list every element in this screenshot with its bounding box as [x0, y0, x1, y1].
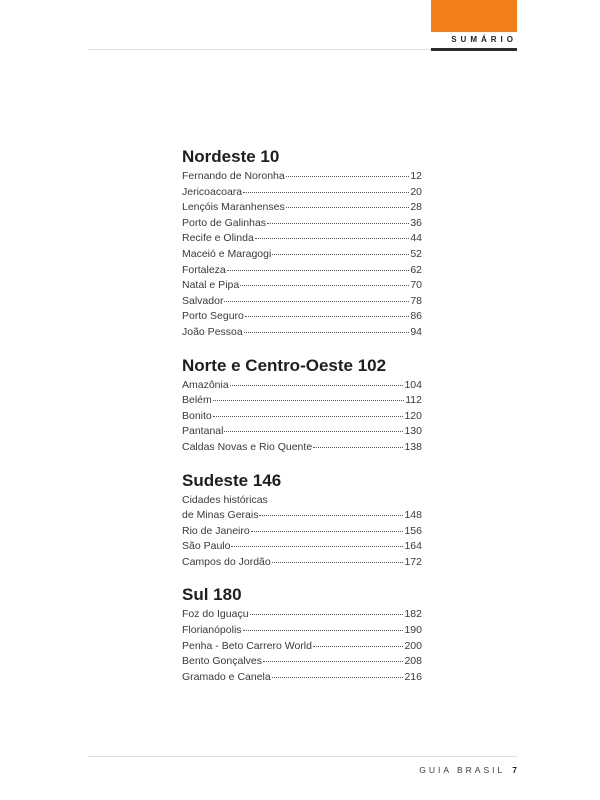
top-divider-accent — [431, 48, 517, 51]
page-footer — [300, 765, 517, 775]
entry-name: Pantanal — [182, 425, 224, 438]
entry-name: Fortaleza — [182, 263, 226, 276]
dot-leader — [213, 416, 404, 417]
entry-name: Gramado e Canela — [182, 670, 271, 683]
entry-page: 120 — [404, 409, 422, 422]
page-number: 7 — [512, 765, 517, 775]
dot-leader — [286, 207, 410, 208]
toc-entry[interactable] — [182, 393, 422, 409]
entry-page: 28 — [410, 201, 422, 214]
entry-name: de Minas Gerais — [182, 509, 259, 522]
toc-entry[interactable] — [182, 524, 422, 540]
entry-page: 44 — [410, 232, 422, 245]
entry-name: Caldas Novas e Rio Quente — [182, 440, 313, 453]
entry-name: Fernando de Noronha — [182, 170, 285, 182]
entry-name: Salvador — [182, 294, 224, 307]
entry-name: Recife e Olinda — [182, 232, 254, 245]
dot-leader — [213, 400, 404, 401]
dot-leader — [227, 270, 410, 271]
entry-page: 52 — [410, 247, 422, 260]
toc-entry[interactable] — [182, 325, 422, 341]
toc-entry[interactable] — [182, 424, 422, 440]
entry-name: Florianópolis — [182, 624, 242, 637]
entry-page: 20 — [410, 185, 422, 198]
entry-name: João Pessoa — [182, 325, 243, 338]
toc-entry[interactable] — [182, 294, 422, 310]
toc-entry[interactable] — [182, 409, 422, 425]
entry-page: 156 — [404, 524, 422, 537]
toc-entry[interactable] — [182, 555, 422, 571]
entry-name: Lençóis Maranhenses — [182, 201, 285, 214]
toc-section-nordeste — [182, 146, 422, 341]
dot-leader — [243, 192, 409, 193]
entry-name: Jericoacoara — [182, 185, 243, 198]
entry-page: 94 — [410, 325, 422, 338]
entry-name: São Paulo — [182, 540, 231, 553]
toc-entry[interactable] — [182, 623, 422, 639]
entry-name: Maceió e Maragogi — [182, 247, 272, 260]
toc-entry[interactable] — [182, 278, 422, 294]
bottom-divider — [88, 756, 517, 757]
toc-entry[interactable] — [182, 169, 422, 185]
entry-page: 216 — [404, 670, 422, 683]
toc-section-sul — [182, 584, 422, 685]
entry-name: Bonito — [182, 409, 212, 422]
entry-page: 164 — [404, 540, 422, 553]
entry-page: 78 — [410, 294, 422, 307]
dot-leader — [286, 176, 410, 177]
table-of-contents — [182, 146, 422, 699]
toc-entry[interactable] — [182, 185, 422, 201]
dot-leader — [250, 614, 404, 615]
entry-name: Natal e Pipa — [182, 279, 240, 292]
section-title: Sudeste 146 — [182, 470, 282, 490]
dot-leader — [230, 385, 404, 386]
entry-page: 62 — [410, 263, 422, 276]
entry-page: 104 — [404, 378, 422, 391]
dot-leader — [231, 546, 403, 547]
entry-name: Porto Seguro — [182, 310, 244, 323]
dot-leader — [313, 447, 403, 448]
toc-entry[interactable] — [182, 216, 422, 232]
entry-name: Porto de Galinhas — [182, 216, 267, 229]
toc-entry[interactable] — [182, 670, 422, 686]
dot-leader — [251, 531, 404, 532]
header-accent-tab — [431, 0, 517, 32]
dot-leader — [224, 431, 403, 432]
entry-page: 190 — [404, 624, 422, 637]
entry-name: Rio de Janeiro — [182, 524, 250, 537]
entry-page: 182 — [404, 608, 422, 621]
entry-page: 138 — [404, 440, 422, 453]
entry-page: 172 — [404, 555, 422, 568]
dot-leader — [224, 301, 409, 302]
entry-page: 70 — [410, 279, 422, 292]
toc-entry[interactable] — [182, 378, 422, 394]
entry-page: 36 — [410, 216, 422, 229]
toc-section-sudeste — [182, 470, 422, 571]
toc-entry[interactable] — [182, 263, 422, 279]
dot-leader — [313, 646, 404, 647]
dot-leader — [272, 677, 404, 678]
entry-page: 86 — [410, 310, 422, 323]
dot-leader — [259, 515, 403, 516]
section-title: Norte e Centro-Oeste 102 — [182, 355, 387, 375]
entry-name: Foz do Iguaçu — [182, 608, 249, 621]
footer-label: GUIA BRASIL — [419, 765, 505, 775]
entry-page: 208 — [404, 655, 422, 668]
dot-leader — [263, 661, 404, 662]
entry-page: 12 — [410, 170, 422, 182]
dot-leader — [243, 630, 404, 631]
entry-page: 112 — [405, 394, 422, 407]
toc-entry[interactable] — [182, 508, 422, 524]
entry-page: 130 — [404, 425, 422, 438]
header-label: SUMÁRIO — [451, 35, 517, 44]
toc-entry[interactable] — [182, 309, 422, 325]
dot-leader — [244, 332, 410, 333]
entry-name-first-line: Cidades históricas — [182, 493, 268, 506]
toc-entry[interactable] — [182, 200, 422, 216]
dot-leader — [255, 238, 410, 239]
dot-leader — [240, 285, 409, 286]
entry-name: Belém — [182, 394, 212, 407]
section-title: Nordeste 10 — [182, 147, 280, 166]
section-title: Sul 180 — [182, 585, 242, 605]
toc-entry[interactable] — [182, 539, 422, 555]
entry-name: Bento Gonçalves — [182, 655, 262, 668]
toc-entry[interactable] — [182, 607, 422, 623]
dot-leader — [267, 223, 409, 224]
dot-leader — [245, 316, 409, 317]
toc-entry[interactable] — [182, 654, 422, 670]
toc-entry[interactable] — [182, 639, 422, 655]
entry-name: Campos do Jordão — [182, 555, 271, 568]
entry-name: Penha - Beto Carrero World — [182, 639, 312, 652]
entry-page: 148 — [404, 509, 422, 522]
dot-leader — [272, 254, 409, 255]
entry-page: 200 — [404, 639, 422, 652]
entry-name: Amazônia — [182, 378, 229, 391]
toc-section-norte-centro-oeste — [182, 355, 422, 456]
toc-entry[interactable] — [182, 440, 422, 456]
toc-entry[interactable] — [182, 231, 422, 247]
toc-entry[interactable] — [182, 247, 422, 263]
dot-leader — [272, 562, 404, 563]
